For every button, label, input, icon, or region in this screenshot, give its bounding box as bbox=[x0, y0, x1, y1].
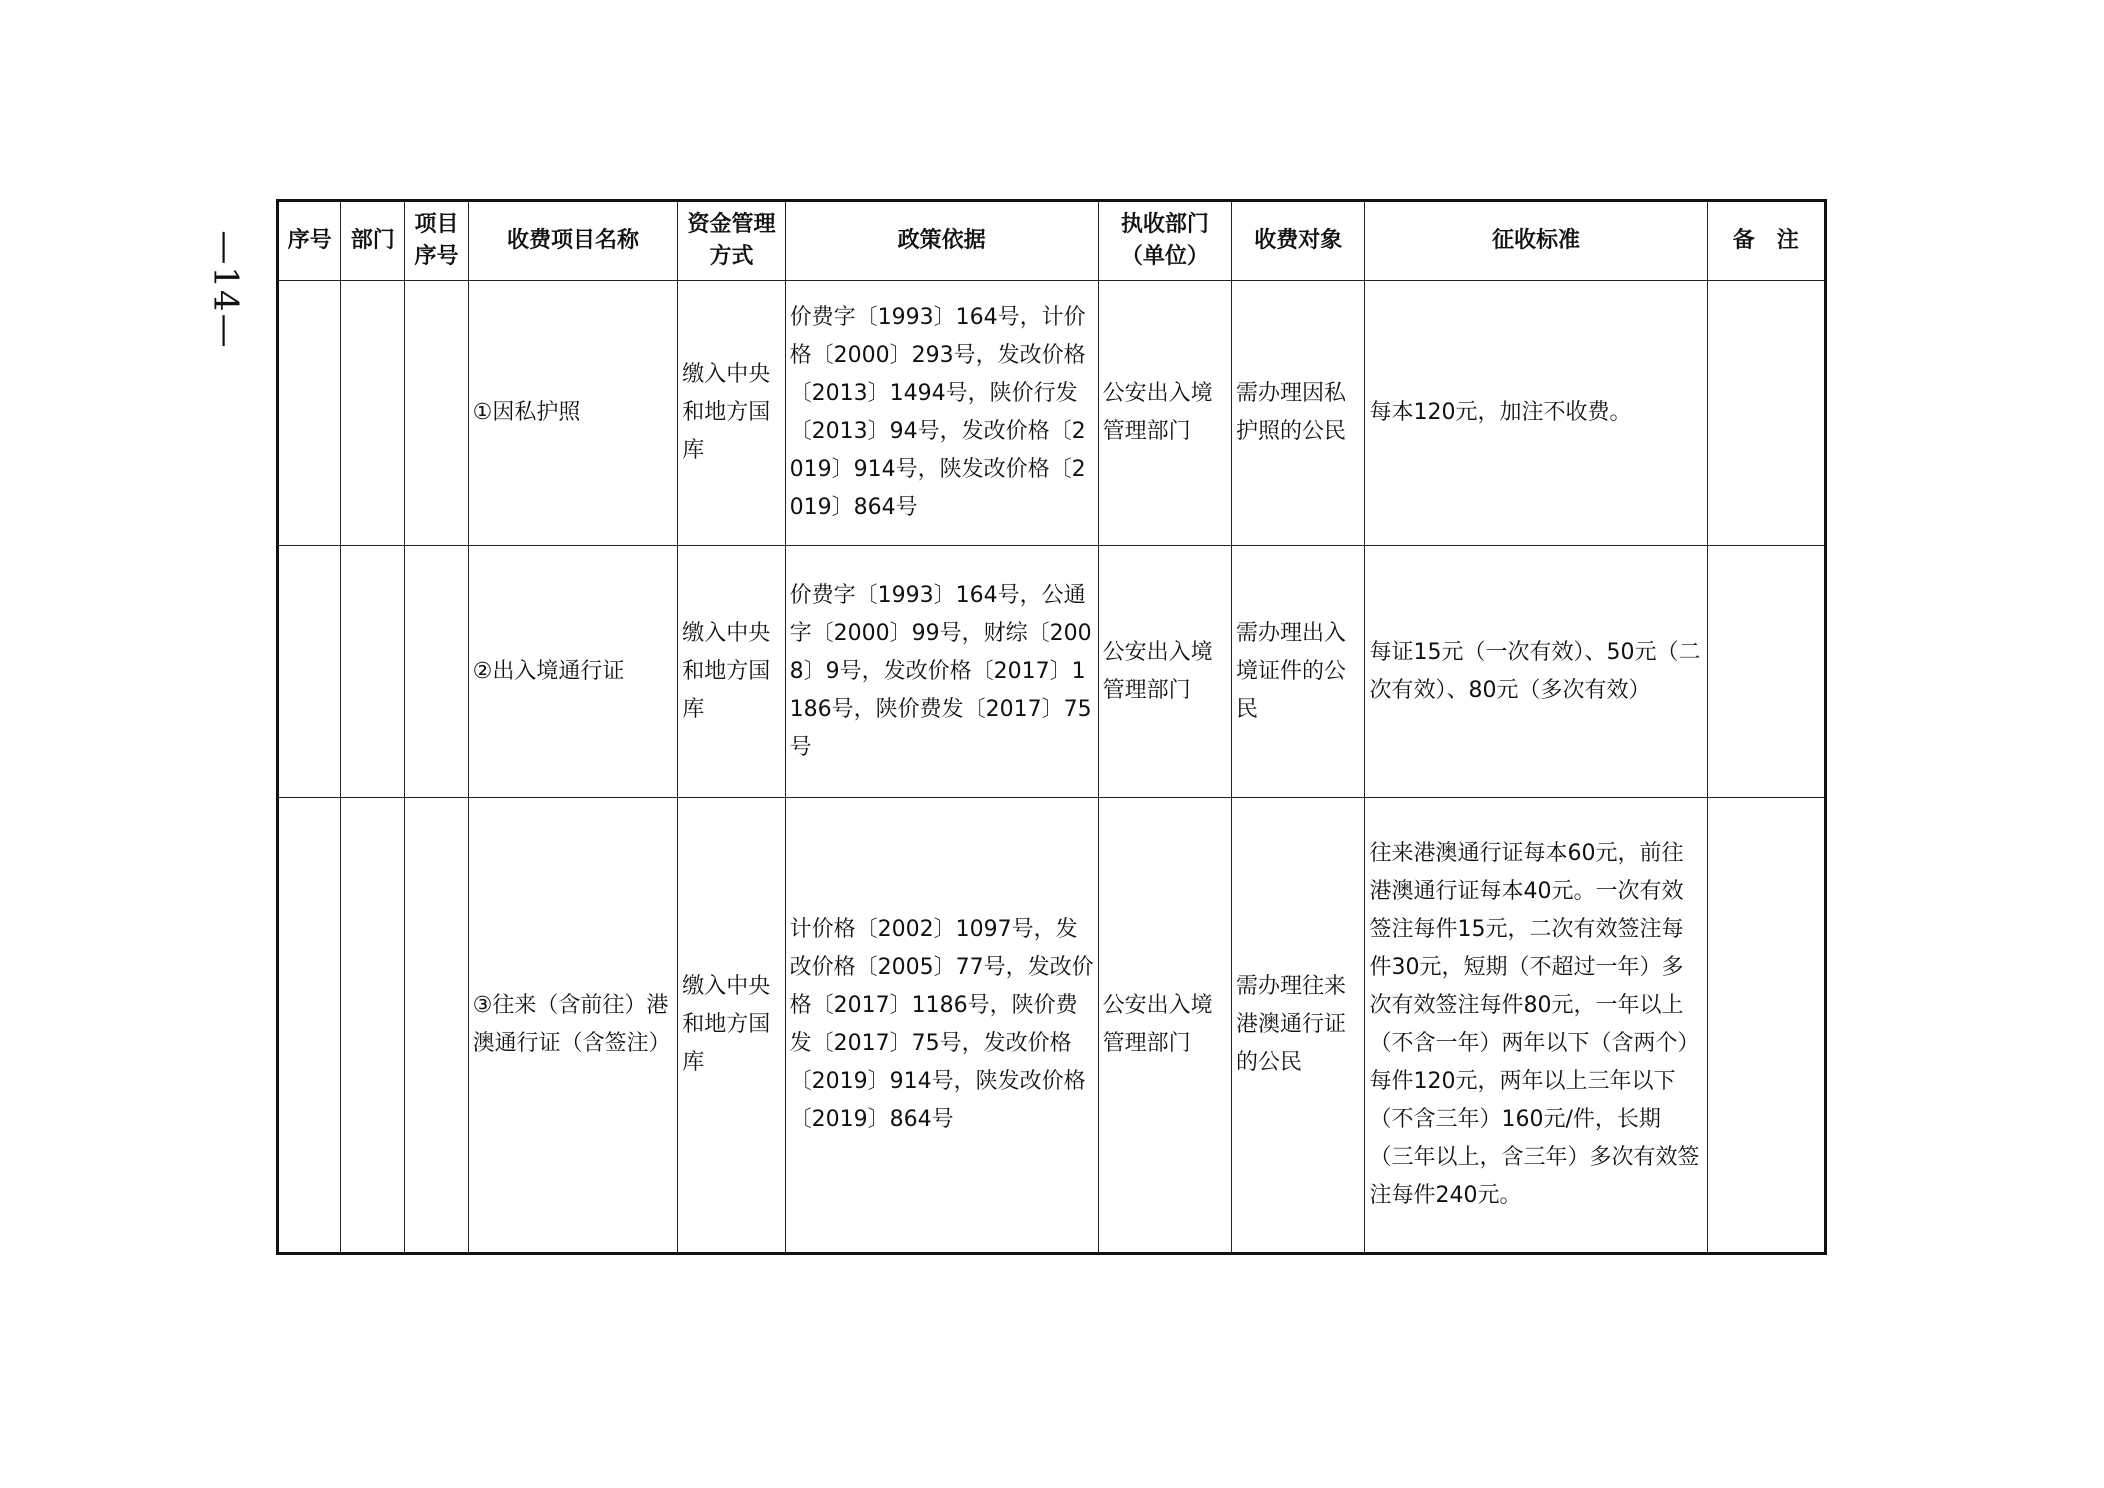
cell-item-name: ③往来（含前往）港澳通行证（含签注） bbox=[468, 798, 678, 1254]
cell-remark bbox=[1707, 798, 1825, 1254]
cell-item-seq bbox=[405, 281, 468, 546]
header-item-seq: 项目序号 bbox=[405, 201, 468, 281]
cell-standard: 往来港澳通行证每本60元，前往港澳通行证每本40元。一次有效签注每件15元，二次有效签注每件30元，短期（不超过一年）多次有效签注每件80元，一年以上（不含一年）两年以下（含两个）每件120元，两年以上三年以下（不含三年）160元/件，长期（三年以上，含三年）多次有效签注每件240元。 bbox=[1365, 798, 1707, 1254]
header-seq: 序号 bbox=[278, 201, 341, 281]
cell-collector: 公安出入境管理部门 bbox=[1098, 798, 1231, 1254]
header-item-name: 收费项目名称 bbox=[468, 201, 678, 281]
header-policy: 政策依据 bbox=[785, 201, 1098, 281]
cell-item-seq bbox=[405, 546, 468, 798]
cell-dept bbox=[341, 546, 405, 798]
cell-item-name: ②出入境通行证 bbox=[468, 546, 678, 798]
cell-target: 需办理往来港澳通行证的公民 bbox=[1232, 798, 1365, 1254]
cell-fund-mgmt: 缴入中央和地方国库 bbox=[678, 798, 785, 1254]
table-row bbox=[278, 546, 1826, 798]
cell-dept bbox=[341, 281, 405, 546]
header-row bbox=[278, 201, 1826, 281]
header-fund-mgmt: 资金管理方式 bbox=[678, 201, 785, 281]
page-number bbox=[196, 230, 256, 350]
cell-standard: 每证15元（一次有效）、50元（二次有效）、80元（多次有效） bbox=[1365, 546, 1707, 798]
cell-standard: 每本120元，加注不收费。 bbox=[1365, 281, 1707, 546]
header-standard: 征收标准 bbox=[1365, 201, 1707, 281]
cell-seq bbox=[278, 546, 341, 798]
cell-remark bbox=[1707, 546, 1825, 798]
cell-target: 需办理出入境证件的公民 bbox=[1232, 546, 1365, 798]
cell-fund-mgmt: 缴入中央和地方国库 bbox=[678, 281, 785, 546]
cell-seq bbox=[278, 798, 341, 1254]
table-header bbox=[278, 201, 1826, 281]
cell-seq bbox=[278, 281, 341, 546]
cell-target: 需办理因私护照的公民 bbox=[1232, 281, 1365, 546]
table-row bbox=[278, 281, 1826, 546]
cell-item-name: ①因私护照 bbox=[468, 281, 678, 546]
table-row bbox=[278, 798, 1826, 1254]
cell-collector: 公安出入境管理部门 bbox=[1098, 281, 1231, 546]
cell-remark bbox=[1707, 281, 1825, 546]
page-number-text: —14— bbox=[206, 230, 247, 350]
header-dept: 部门 bbox=[341, 201, 405, 281]
cell-dept bbox=[341, 798, 405, 1254]
table-body bbox=[278, 281, 1826, 1254]
header-collector: 执收部门（单位） bbox=[1098, 201, 1231, 281]
cell-collector: 公安出入境管理部门 bbox=[1098, 546, 1231, 798]
fee-table bbox=[276, 199, 1827, 1255]
cell-policy: 价费字〔1993〕164号，公通字〔2000〕99号，财综〔2008〕9号，发改价格〔2017〕1186号，陕价费发〔2017〕75号 bbox=[785, 546, 1098, 798]
cell-policy: 价费字〔1993〕164号，计价格〔2000〕293号，发改价格〔2013〕1494号，陕价行发〔2013〕94号，发改价格〔2019〕914号，陕发改价格〔2019〕864号 bbox=[785, 281, 1098, 546]
cell-item-seq bbox=[405, 798, 468, 1254]
header-target: 收费对象 bbox=[1232, 201, 1365, 281]
header-remark: 备 注 bbox=[1707, 201, 1825, 281]
cell-policy: 计价格〔2002〕1097号，发改价格〔2005〕77号，发改价格〔2017〕1186号，陕价费发〔2017〕75号，发改价格〔2019〕914号，陕发改价格〔2019〕864号 bbox=[785, 798, 1098, 1254]
cell-fund-mgmt: 缴入中央和地方国库 bbox=[678, 546, 785, 798]
